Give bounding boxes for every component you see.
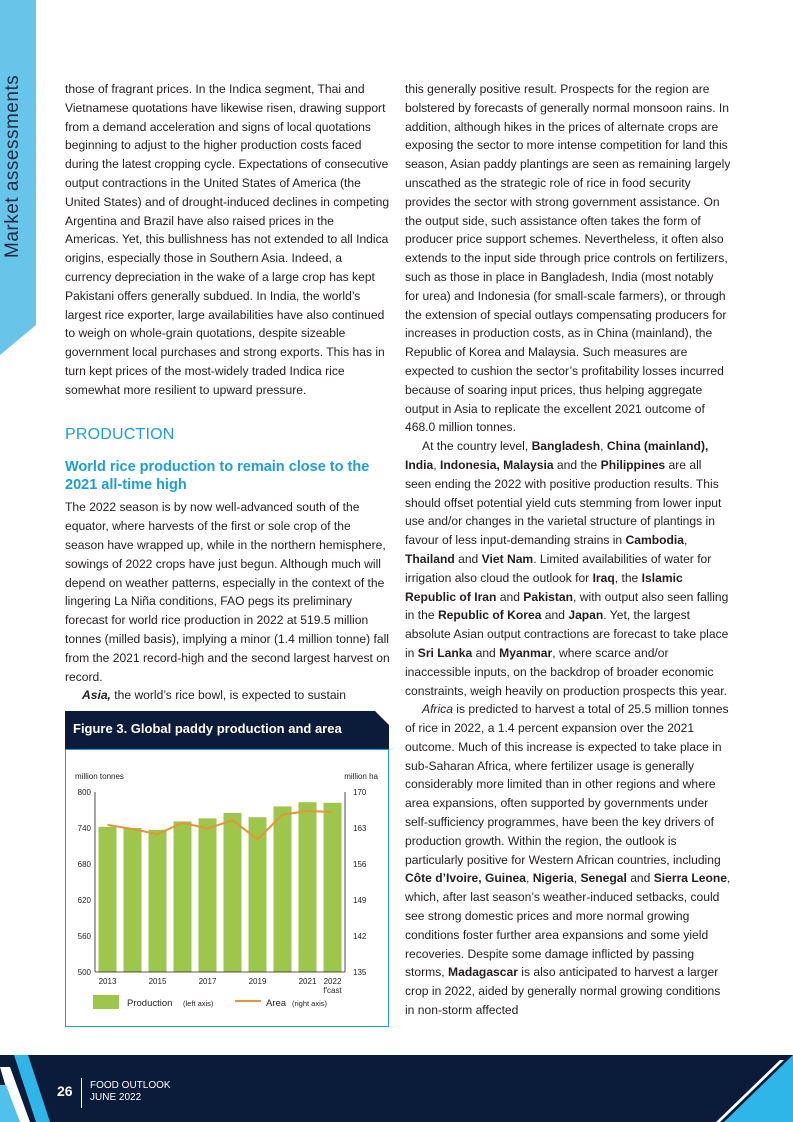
bar-production <box>99 827 117 972</box>
bar-production <box>149 830 167 972</box>
country-indonesia-malaysia: Indonesia, Malaysia <box>439 457 554 472</box>
bar-production <box>324 803 342 972</box>
y-tick-right: 142 <box>353 932 367 941</box>
country-vietnam: Viet Nam <box>481 551 534 566</box>
y-tick-left: 500 <box>77 968 91 977</box>
country-iraq: Iraq <box>592 570 615 585</box>
publication-title <box>90 1080 171 1104</box>
figure-title: Figure 3. Global paddy production and area <box>73 721 342 736</box>
left-column <box>65 80 390 705</box>
country-china: China (mainland), <box>606 439 709 454</box>
country-iran: Islamic Republic of Iran <box>405 570 683 604</box>
country-nigeria: Nigeria <box>532 871 574 886</box>
y-tick-right: 156 <box>353 860 367 869</box>
asia-paragraph: Asia, the world’s rice bowl, is expected to sustain <box>82 688 346 703</box>
figure-3 <box>65 711 389 1026</box>
legend-production-note: (left axis) <box>183 999 214 1008</box>
y-tick-left: 560 <box>77 932 91 941</box>
country-thailand: Thailand <box>405 551 455 566</box>
bar-production <box>199 818 217 972</box>
country-myanmar: Myanmar <box>499 645 553 660</box>
right-paragraph-3: Africa is predicted to harvest a total of 25.5 million tonnes of rice in 2022, a 1.4 percent expansion over the 2021 outcome. Much of this increase is expected to take place in sub-Saharan Africa, where fertilizer usage is generally considerably more limited than in other regions and where area expansions, often supported by governments under self-sufficiency programmes, have been the key drivers of production growth. Within the region, the outlook is particularly positive for Western African countries, including Côte d’Ivoire, Guinea, Nigeria, Senegal and Sierra Leone, which, after last season’s weather-induced setbacks, could see strong domestic prices and more normal growing conditions foster further area expansions and some yield recoveries. Despite some damage inflicted by passing storms, Madagascar is also anticipated to harvest a larger crop in 2022, aided by generally normal growing conditions in non-storm affected <box>405 702 731 1018</box>
y-axis-right-label: million ha <box>344 772 378 781</box>
y-tick-left: 620 <box>77 896 91 905</box>
country-sierra-leone: Sierra Leone <box>653 871 727 886</box>
y-tick-left: 800 <box>77 788 91 797</box>
production-paragraph: The 2022 season is by now well-advanced south of the equator, where harvests of the first or sole crop of the season have wrapped up, while in the northern hemisphere, sowings of 2022 crops have just begun. Although much will depend on weather patterns, especially in the context of the lingering La Niña conditions, FAO pegs its preliminary forecast for world rice production in 2022 at 519.5 million tonnes (milled basis), implying a minor (1.4 million tonne) fall from the 2021 record-high and the second largest harvest on record. <box>65 500 390 684</box>
y-tick-right: 170 <box>353 788 367 797</box>
country-japan: Japan <box>568 608 604 623</box>
country-pakistan: Pakistan <box>523 589 574 604</box>
right-column <box>405 80 731 1020</box>
page-number: 26 <box>57 1083 73 1099</box>
x-tick-label: 2013 <box>98 977 117 986</box>
section-heading-production: PRODUCTION <box>65 425 175 443</box>
y-tick-right: 149 <box>353 896 367 905</box>
country-bangladesh: Bangladesh <box>531 439 601 454</box>
country-korea: Republic of Korea <box>437 608 542 623</box>
y-tick-right: 135 <box>353 968 367 977</box>
chart <box>65 711 389 1026</box>
y-axis-left-label: million tonnes <box>75 772 124 781</box>
y-tick-left: 740 <box>77 824 91 833</box>
y-tick-right: 163 <box>353 824 367 833</box>
country-philippines: Philippines <box>600 457 666 472</box>
sub-heading: World rice production to remain close to the 2021 all-time high <box>65 459 370 494</box>
region-africa: Africa <box>422 702 453 717</box>
x-tick-label: 2015 <box>148 977 167 986</box>
right-paragraph-1: this generally positive result. Prospects for the region are bolstered by forecasts of generally normal monsoon rains. In addition, although hikes in the prices of alternate crops are exposing the sector to more intense competition for land this season, Asian paddy plantings are seen as remaining largely unscathed as the strategic role of rice in food security provides the sector with strong government assistance. On the output side, such assistance often takes the form of producer price support schemes. Nevertheless, it often also extends to the input side through price controls on fertilizers, such as those in place in Bangladesh, India (most notably for urea) and Indonesia (for small-scale farmers), or through the extension of special outlays compensating producers for increases in production costs, as in China (mainland), the Republic of Korea and Malaysia. Such measures are expected to cushion the sector’s profitability losses incurred because of soaring input prices, thus helping aggregate output in Asia to replicate the excellent 2021 outcome of 468.0 million tonnes. <box>405 82 731 435</box>
x-tick-label: 2022 <box>323 977 342 986</box>
country-cote-guinea: Côte d’Ivoire, Guinea <box>405 871 526 886</box>
x-tick-label: 2021 <box>298 977 317 986</box>
country-senegal: Senegal <box>580 871 627 886</box>
right-paragraph-2: At the country level, Bangladesh, China (mainland), India, Indonesia, Malaysia and the Philippines are all seen ending the 2022 with positive production results. This should offset potential yield cuts stemming from lower input use and/or changes in the varietal structure of plantings in favour of less input-demanding strains in Cambodia, Thailand and Viet Nam. Limited availabilities of water for irrigation also cloud the outlook for Iraq, the Islamic Republic of Iran and Pakistan, with output also seen falling in the Republic of Korea and Japan. Yet, the largest absolute Asian output contractions are forecast to take place in Sri Lanka and Myanmar, where scarce and/or inaccessible inputs, on the backdrop of broader economic constraints, weigh heavily on production prospects this year. <box>405 439 729 698</box>
bar-production <box>224 813 242 972</box>
legend-production-label: Production <box>127 998 173 1009</box>
x-tick-label: f'cast <box>323 986 342 995</box>
publication-line-2: JUNE 2022 <box>90 1092 142 1103</box>
bar-production <box>124 828 142 972</box>
country-madagascar: Madagascar <box>448 965 518 980</box>
x-tick-label: 2017 <box>198 977 217 986</box>
legend-area-label: Area <box>266 998 287 1009</box>
bar-production <box>174 821 192 972</box>
bar-production <box>274 806 292 972</box>
section-tab-label <box>2 226 12 258</box>
y-tick-left: 680 <box>77 860 91 869</box>
intro-paragraph: those of fragrant prices. In the Indica segment, Thai and Vietnamese quotations have likewise risen, drawing support from a demand acceleration and signs of local quotations beginning to adjust to the higher production costs faced during the latest cropping cycle. Expectations of consecutive output contractions in the United States of America (the United States) and of drought-induced declines in competing Argentina and Brazil have also raised prices in the Americas. Yet, this bullishness has not extended to all Indica origins, especially those in Southern Asia. Indeed, a currency depreciation in the wake of a large crop has kept Pakistani offers generally subdued. In India, the world’s largest rice exporter, large availabilities have also continued to weigh on whole-grain quotations, despite sizeable government local purchases and strong exports. This has in turn kept prices of the most-widely traded Indica rice somewhat more resilient to upward pressure. <box>65 82 390 397</box>
country-india: India <box>405 457 434 472</box>
country-cambodia: Cambodia <box>625 533 684 548</box>
legend-area-note: (right axis) <box>292 999 328 1008</box>
legend-production-swatch <box>93 995 119 1009</box>
publication-line-1: FOOD OUTLOOK <box>90 1080 171 1091</box>
footer-divider <box>81 1078 82 1108</box>
x-tick-label: 2019 <box>248 977 267 986</box>
country-srilanka: Sri Lanka <box>417 645 473 660</box>
bar-production <box>299 802 317 972</box>
